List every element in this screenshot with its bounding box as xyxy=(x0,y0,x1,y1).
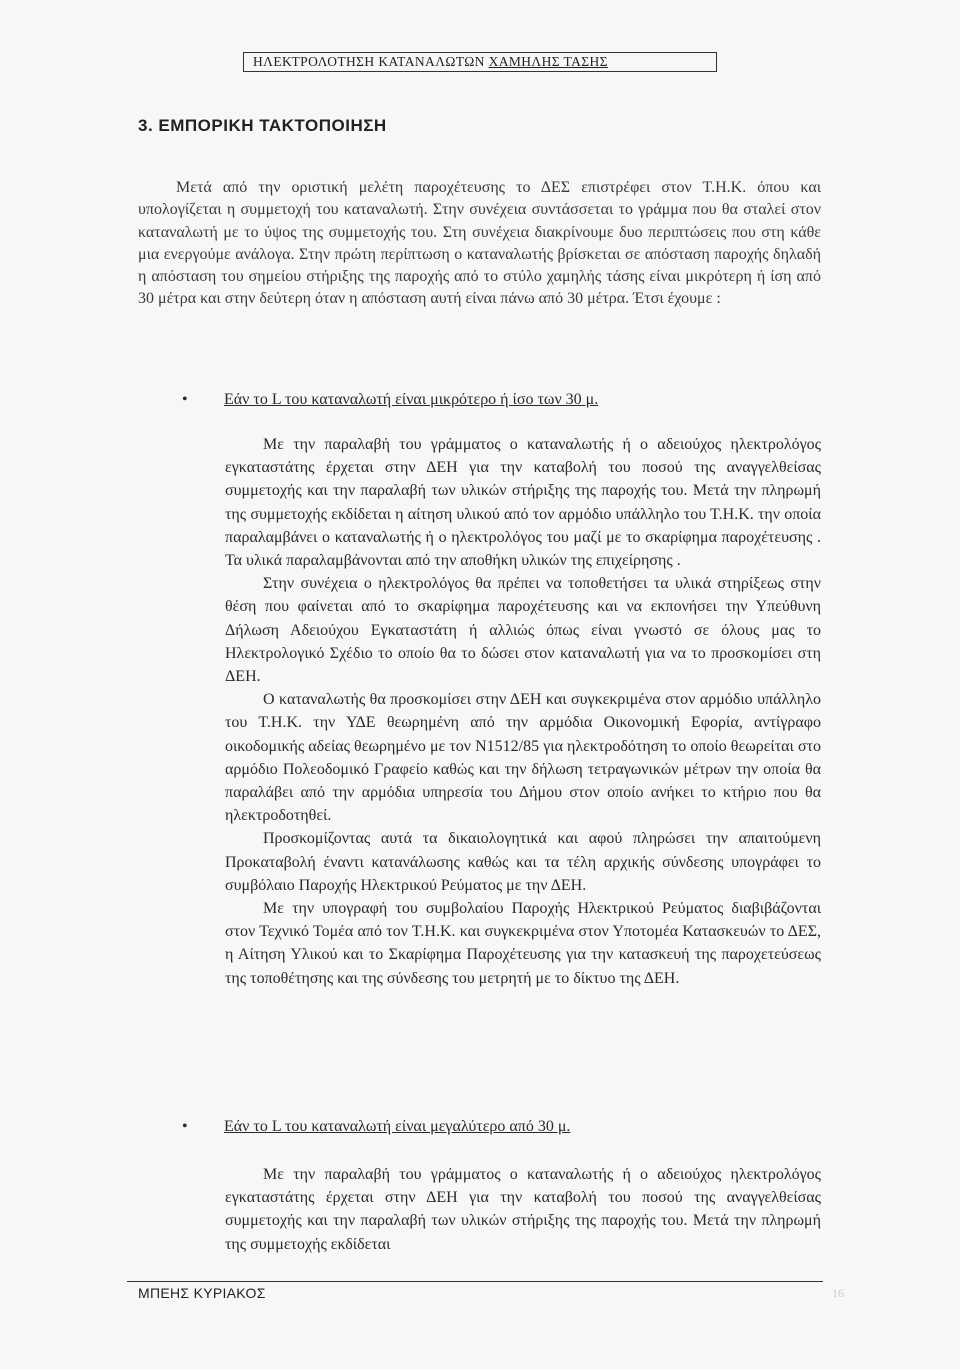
bullet-icon: • xyxy=(182,391,188,408)
bullet-text-2: Εάν το L του καταναλωτή είναι μεγαλύτερο από 30 μ. xyxy=(224,1118,571,1135)
bullet-text-1: Εάν το L του καταναλωτή είναι μικρότερο ή ίσο των 30 μ. xyxy=(224,391,599,408)
paragraph: Προσκομίζοντας αυτά τα δικαιολογητικά και αφού πληρώσει την απαιτούμενη Προκαταβολή έναντι κατανάλωσης καθώς και τα τέλη αρχικής σύνδεσης υπογράφει το συμβόλαιο Παροχής Ηλεκτρικού Ρεύματος με την ΔΕΗ. xyxy=(225,830,821,894)
intro-text: Μετά από την οριστική μελέτη παροχέτευσης το ΔΕΣ επιστρέφει στον Τ.Η.Κ. όπου και υπολογίζεται η συμμετοχή του καταναλωτή. Στην συνέχεια συντάσσεται το γράμμα που θα σταλεί στον καταναλωτή με το ύψος της συμμετοχής του. Στη συνέχεια διακρίνουμε δυο περιπτώσεις που στη κάθε μια ενεργούμε ανάλογα. Στην πρώτη περίπτωση ο καταναλωτής βρίσκεται σε απόσταση παροχής δηλαδή η απόσταση του σημείου στήριξης της παροχής από το στύλο χαμηλής τάσης είναι μικρότερη ή ίση από 30 μέτρα και στην δεύτερη όταν η απόσταση αυτή είναι πάνω από 30 μέτρα. Έτσι έχουμε : xyxy=(138,179,821,308)
footer-rule xyxy=(127,1281,823,1282)
paragraph: Με την υπογραφή του συμβολαίου Παροχής Ηλεκτρικού Ρεύματος διαβιβάζονται στον Τεχνικό Τομέα από τον Τ.Η.Κ. και συγκεκριμένα στον Υποτομέα Κατασκευών το ΔΕΣ, η Αίτηση Υλικού και το Σκαρίφημα Παροχέτευσης για την κατασκευή της παροχετεύσεως της τοποθέτησης και της σύνδεσης του μετρητή με το δίκτυο της ΔΕΗ. xyxy=(225,900,821,987)
header-title-part1: ΗΛΕΚΤΡΟΛΟΤΗΣΗ ΚΑΤΑΝΑΛΩΤΩΝ xyxy=(253,54,489,69)
section-title: 3. ΕΜΠΟΡΙΚΗ ΤΑΚΤΟΠΟΙΗΣΗ xyxy=(138,116,387,135)
case1-body xyxy=(225,433,821,990)
paragraph: Με την παραλαβή του γράμματος ο καταναλωτής ή ο αδειούχος ηλεκτρολόγος εγκαταστάτης έρχεται στην ΔΕΗ για την καταβολή του ποσού της αναγγελθείσας συμμετοχής και την παραλαβή των υλικών στήριξης της παροχής του. Μετά την πληρωμή της συμμετοχής εκδίδεται xyxy=(225,1166,821,1253)
intro-paragraph xyxy=(138,177,821,311)
running-header xyxy=(243,52,717,72)
bullet-icon: • xyxy=(182,1118,188,1135)
footer-author: ΜΠΕΗΣ ΚΥΡΙΑΚΟΣ xyxy=(138,1285,266,1301)
paragraph: Ο καταναλωτής θα προσκομίσει στην ΔΕΗ και συγκεκριμένα στον αρμόδιο υπάλληλο του Τ.Η.Κ. την ΥΔΕ θεωρημένη από την αρμόδια Οικονομική Εφορία, αντίγραφο οικοδομικής αδείας θεωρημένο με τον Ν1512/85 για ηλεκτροδότηση το οποίο θεωρείται στο αρμόδιο Πολεοδομικό Γραφείο καθώς και την δήλωση τετραγωνικών μέτρων την οποία θα παραλάβει από την αρμόδια υπηρεσία του Δήμου στον οποίο ανήκει το κτήριο που θα ηλεκτροδοτηθεί. xyxy=(225,691,821,825)
paragraph: Με την παραλαβή του γράμματος ο καταναλωτής ή ο αδειούχος ηλεκτρολόγος εγκαταστάτης έρχεται στην ΔΕΗ για την καταβολή του ποσού της αναγγελθείσας συμμετοχής και την παραλαβή των υλικών στήριξης της παροχής του. Μετά την πληρωμή της συμμετοχής εκδίδεται η αίτηση υλικού από τον αρμόδιο υπάλληλο του Τ.Η.Κ. την οποία παραλαμβάνει ο καταναλωτής ή ο ηλεκτρολόγος του μαζί με το σκαρίφημα παροχέτευσης . Τα υλικά παραλαμβάνονται από την αποθήκη υλικών της επιχείρησης . xyxy=(225,436,821,570)
bullet-item-2 xyxy=(182,1118,570,1136)
header-title-part2: ΧΑΜΗΛΗΣ ΤΑΣΗΣ xyxy=(488,54,608,69)
case2-body xyxy=(225,1163,821,1256)
page-number: 16 xyxy=(832,1286,844,1300)
paragraph: Στην συνέχεια ο ηλεκτρολόγος θα πρέπει να τοποθετήσει τα υλικά στηρίξεως στην θέση που φαίνεται από το σκαρίφημα παροχέτευσης και να εκπονήσει την Υπεύθυνη Δήλωση Αδειούχου Εγκαταστάτη ή αλλιώς όπως είναι γνωστό σε όλους μας το Ηλεκτρολογικό Σχέδιο το οποίο θα το δώσει στον καταναλωτή για να το προσκομίσει στη ΔΕΗ. xyxy=(225,575,821,686)
bullet-item-1 xyxy=(182,391,598,409)
